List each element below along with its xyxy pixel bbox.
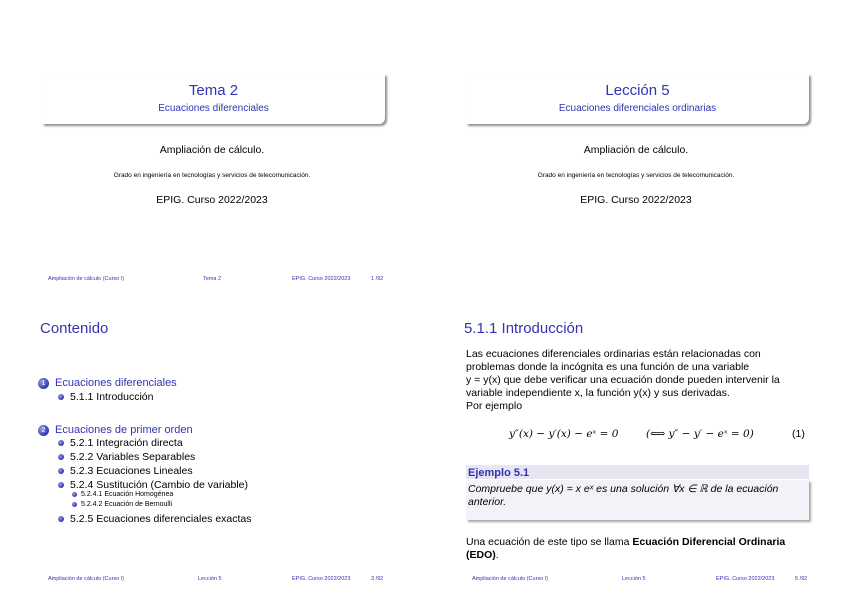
toc-item-label: 5.2.3 Ecuaciones Lineales <box>70 465 193 477</box>
academic-year: EPIG. Curso 2022/2023 <box>156 194 268 206</box>
slide-subtitle: Ecuaciones diferenciales <box>158 103 269 114</box>
footer-course: Ampliación de cálculo (Curso I) <box>48 276 125 282</box>
bullet-icon <box>58 482 64 488</box>
slide-leccion-5 <box>424 0 848 299</box>
slide-introduccion <box>424 300 848 599</box>
toc-item[interactable] <box>58 391 153 403</box>
slide-tema-2 <box>0 0 424 299</box>
footer-year: EPIG. Curso 2022/2023 <box>292 576 351 582</box>
paragraph-line: problemas donde la incógnita es una función de una variable <box>466 361 750 373</box>
paragraph-line: Las ecuaciones diferenciales ordinarias están relacionadas con <box>466 348 761 360</box>
slide-contenido <box>0 300 424 599</box>
definition-end: . <box>495 549 499 561</box>
bullet-icon <box>58 394 64 400</box>
bullet-icon <box>58 454 64 460</box>
toc-item-label: 5.2.2 Variables Separables <box>70 451 196 463</box>
footer-page: 5 /92 <box>795 576 808 582</box>
toc-item[interactable] <box>58 437 183 449</box>
toc-subitem-label: 5.2.4.1 Ecuación Homogénea <box>81 491 174 498</box>
toc-item-label: 5.2.5 Ecuaciones diferenciales exactas <box>70 513 252 525</box>
definition-text <box>466 536 816 562</box>
frame-title: 5.1.1 Introducción <box>464 320 584 337</box>
degree-name: Grado en ingeniería en tecnologías y servicios de telecomunicación. <box>113 172 311 179</box>
intro-paragraph <box>466 348 816 413</box>
equation-equivalent: (⟺ y″ − y′ − eˣ = 0) <box>646 428 754 440</box>
paragraph-line: y = y(x) que debe verificar una ecuación donde pueden intervenir la <box>466 374 780 386</box>
definition-abbrev: (EDO) <box>466 549 496 561</box>
slide-title: Lección 5 <box>605 82 670 99</box>
bullet-icon <box>58 516 64 522</box>
course-name: Ampliación de cálculo. <box>583 144 689 156</box>
toc-item[interactable] <box>58 479 248 491</box>
footer-page: 3 /92 <box>371 576 384 582</box>
bullet-icon <box>72 492 77 497</box>
footer-course: Ampliación de cálculo (Curso I) <box>48 576 125 582</box>
footer-section: Tema 2 <box>203 276 222 282</box>
slide-subtitle: Ecuaciones diferenciales ordinarias <box>558 103 717 114</box>
section-number-icon: 2 <box>38 425 49 436</box>
toc-item-label: 5.2.1 Integración directa <box>70 437 183 449</box>
footer-course: Ampliación de cálculo (Curso I) <box>472 576 549 582</box>
toc-item-label: 5.1.1 Introducción <box>70 391 154 403</box>
slide-title: Tema 2 <box>188 82 239 99</box>
bullet-icon <box>58 440 64 446</box>
footer-page: 1 /92 <box>371 276 384 282</box>
title-box <box>466 74 809 124</box>
academic-year: EPIG. Curso 2022/2023 <box>580 194 692 206</box>
example-line: anterior. <box>468 496 507 508</box>
bullet-icon <box>72 502 77 507</box>
title-box <box>42 74 385 124</box>
example-body <box>466 480 809 520</box>
degree-name: Grado en ingeniería en tecnologías y servicios de telecomunicación. <box>537 172 735 179</box>
toc-subitem-label: 5.2.4.2 Ecuación de Bernoulli <box>81 501 173 508</box>
course-name: Ampliación de cálculo. <box>159 144 265 156</box>
footer-section: Lección 5 <box>622 576 646 582</box>
equation-number: (1) <box>792 428 805 440</box>
footer-section: Lección 5 <box>198 576 222 582</box>
equation-main: y″(x) − y′(x) − eˣ = 0 <box>509 428 619 440</box>
frame-title: Contenido <box>40 320 109 337</box>
toc-item-label: 5.2.4 Sustitución (Cambio de variable) <box>70 479 249 491</box>
toc-subitem[interactable] <box>72 501 172 508</box>
definition-prefix: Una ecuación de este tipo se llama <box>466 536 633 548</box>
toc-item[interactable] <box>58 513 252 525</box>
bullet-icon <box>58 468 64 474</box>
paragraph-line: Por ejemplo <box>466 400 523 412</box>
example-title: Ejemplo 5.1 <box>466 465 809 479</box>
toc-item[interactable] <box>58 451 195 463</box>
toc-section-2[interactable] <box>38 424 193 436</box>
toc-subitem[interactable] <box>72 491 173 498</box>
toc-item[interactable] <box>58 465 193 477</box>
toc-section-1[interactable] <box>38 377 177 389</box>
toc-section-label: Ecuaciones diferenciales <box>55 377 177 389</box>
toc-section-label: Ecuaciones de primer orden <box>55 424 193 436</box>
footer-year: EPIG. Curso 2022/2023 <box>292 276 351 282</box>
footer-year: EPIG. Curso 2022/2023 <box>716 576 775 582</box>
paragraph-line: variable independiente x, la función y(x) y sus derivadas. <box>466 387 730 399</box>
example-line: Compruebe que y(x) = x eˣ es una solución ∀x ∈ ℝ de la ecuación <box>468 483 779 495</box>
section-number-icon: 1 <box>38 378 49 389</box>
definition-term: Ecuación Diferencial Ordinaria <box>632 536 786 548</box>
